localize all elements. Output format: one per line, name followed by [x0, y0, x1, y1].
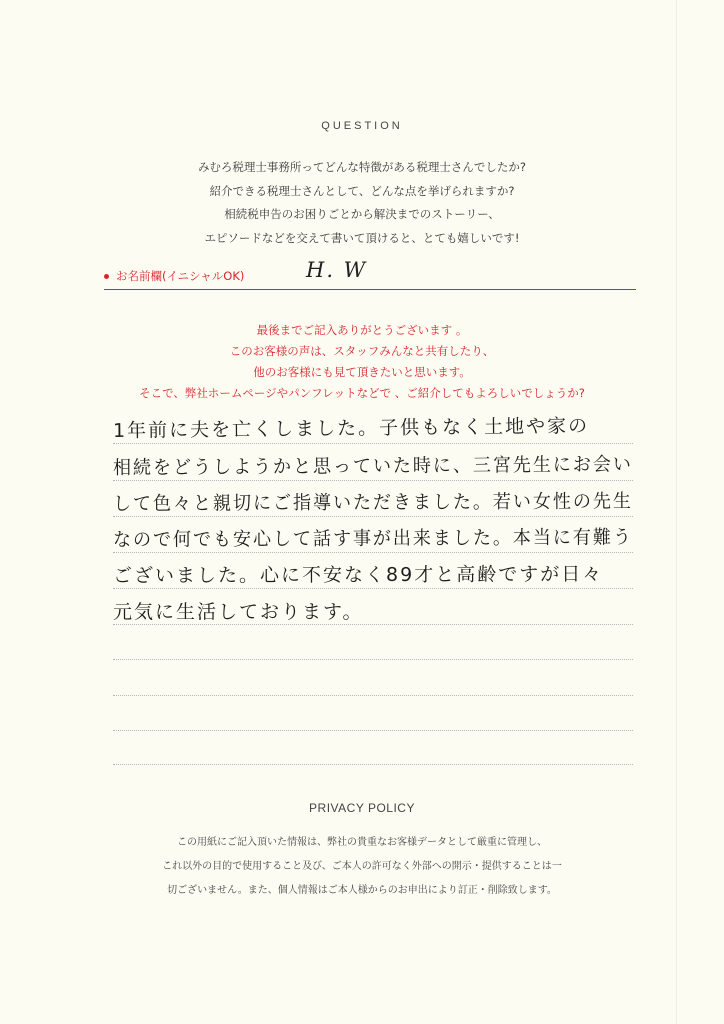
question-line: 紹介できる税理士さんとして、どんな点を挙げられますか?	[209, 183, 515, 198]
consent-line: 最後までご記入ありがとうございます 。	[256, 323, 468, 337]
ruled-line	[113, 480, 633, 481]
privacy-line: 切ございません。また、個人情報はご本人様からのお申出により訂正・削除致します。	[167, 885, 557, 896]
ruled-line	[113, 659, 633, 660]
handwritten-answer-area	[113, 404, 633, 774]
question-text	[0, 156, 724, 250]
ruled-line	[113, 443, 633, 444]
question-line: みむろ税理士事務所ってどんな特徴がある税理士さんでしたか?	[197, 160, 527, 174]
consent-line: 他のお客様にも見て頂きたいと思います。	[253, 365, 471, 379]
privacy-line: これ以外の目的で使用すること及び、ご本人の許可なく外部への開示・提供することは一	[162, 861, 562, 872]
ruled-line	[113, 588, 633, 589]
privacy-heading: PRIVACY POLICY	[309, 801, 415, 815]
consent-line: このお客様の声は、スタッフみんなと共有したり、	[229, 344, 495, 358]
privacy-line: この用紙にご記入頂いた情報は、弊社の貴重なお客様データとして厳重に管理し、	[177, 837, 547, 848]
name-field-underline	[104, 289, 636, 290]
question-line: 相続税申告のお困りごとから解決までのストーリー、	[224, 207, 500, 221]
bullet-dot-icon	[104, 274, 109, 279]
ruled-line	[113, 516, 633, 517]
ruled-line	[113, 624, 633, 625]
name-field-value: H. W	[306, 258, 368, 282]
question-line: エピソードなどを交えて書いて頂けると、とても嬉しいです!	[204, 230, 520, 245]
handwritten-line: ございました。心に不安なく89才と高齢ですが日々	[112, 563, 604, 587]
handwritten-line: なので何でも安心して話す事が出来ました。本当に有難う	[112, 526, 633, 551]
handwritten-line: 元気に生活しております。	[113, 601, 364, 623]
name-field	[104, 258, 636, 292]
privacy-text	[0, 831, 724, 903]
handwritten-line: して色々と親切にご指導いただきました。若い女性の先生	[112, 490, 633, 515]
handwritten-line: 1年前に夫を亡くしました。子供もなく土地や家の	[112, 415, 590, 442]
consent-text	[0, 320, 724, 404]
question-heading: QUESTION	[321, 120, 403, 132]
ruled-line	[113, 764, 633, 765]
consent-line: そこで、弊社ホームページやパンフレットなどで 、ご紹介してもよろしいでしょうか?	[139, 386, 585, 400]
ruled-line	[113, 552, 633, 553]
ruled-line	[113, 730, 633, 731]
name-field-label: お名前欄(イニシャルOK)	[116, 269, 245, 283]
handwritten-line: 相続をどうしようかと思っていた時に、三宮先生にお会い	[112, 453, 633, 479]
ruled-line	[113, 695, 633, 696]
